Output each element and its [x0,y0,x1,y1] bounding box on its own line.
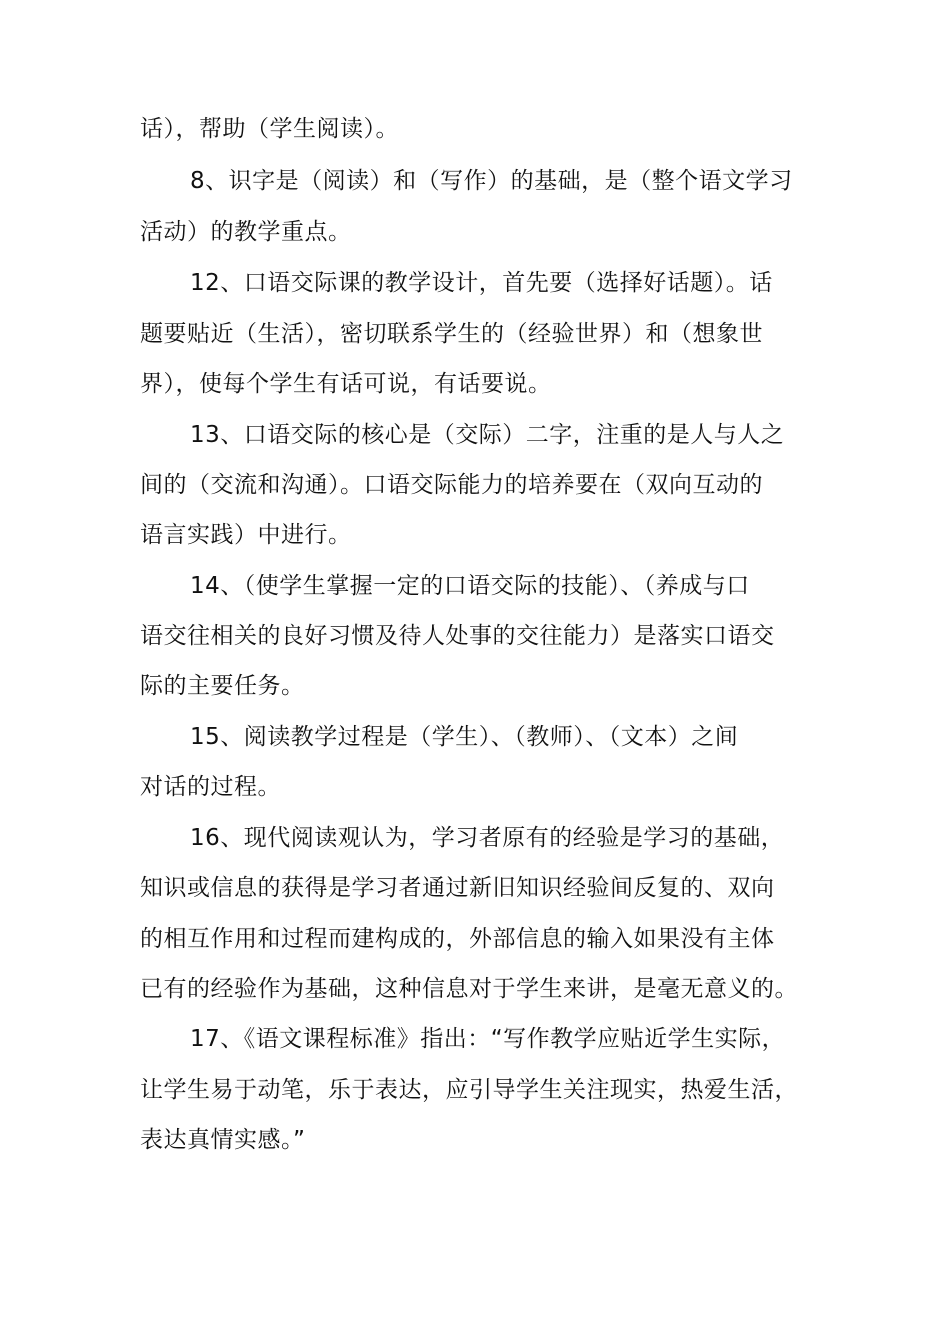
text-line: 语交往相关的良好习惯及待人处事的交往能力）是落实口语交 [140,623,775,649]
text-line: 题要贴近（生活），密切联系学生的（经验世界）和（想象世 [140,321,763,347]
text-line: 对话的过程。 [140,774,281,800]
text-line: 的相互作用和过程而建构成的，外部信息的输入如果没有主体 [140,926,775,952]
text-line: 话），帮助（学生阅读）。 [140,116,399,142]
text-line: 知识或信息的获得是学习者通过新旧知识经验间反复的、双向 [140,875,775,901]
text-line: 已有的经验作为基础，这种信息对于学生来讲，是毫无意义的。 [140,976,798,1002]
text-line: 表达真情实感。” [140,1127,306,1153]
item-8-line: 8、识字是（阅读）和（写作）的基础，是（整个语文学习 [190,168,793,194]
item-15-line: 15、阅读教学过程是（学生）、（教师）、（文本）之间 [190,724,739,750]
item-16-line: 16、现代阅读观认为，学习者原有的经验是学习的基础， [190,825,785,851]
item-12-line: 12、口语交际课的教学设计，首先要（选择好话题）。话 [190,270,773,296]
text-line: 活动）的教学重点。 [140,219,352,245]
item-14-line: 14、（使学生掌握一定的口语交际的技能）、（养成与口 [190,573,750,599]
text-line: 界），使每个学生有话可说，有话要说。 [140,371,552,397]
text-line: 让学生易于动笔，乐于表达，应引导学生关注现实，热爱生活， [140,1077,798,1103]
item-17-line: 17、《语文课程标准》指出：“写作教学应贴近学生实际， [190,1026,786,1052]
text-line: 语言实践）中进行。 [140,522,352,548]
item-13-line: 13、口语交际的核心是（交际）二字，注重的是人与人之 [190,422,785,448]
text-line: 间的（交流和沟通）。口语交际能力的培养要在（双向互动的 [140,472,763,498]
text-line: 际的主要任务。 [140,673,305,699]
